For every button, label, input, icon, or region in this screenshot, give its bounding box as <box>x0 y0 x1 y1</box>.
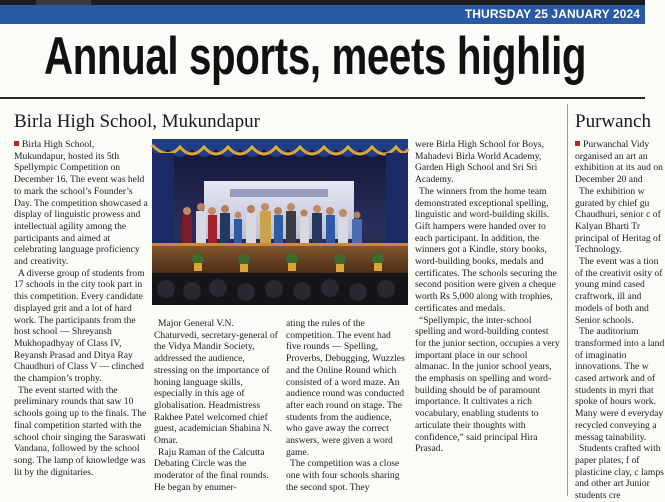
issue-date: THURSDAY 25 JANUARY 2024 <box>464 7 640 21</box>
paragraph-text: Birla High School, Mukundapur, hosted its 5th Spellympic Competition on December 16. The event was held to mark the school’s Founder’s Day. The competition showcased a display of linguistic prowess and intellectual agility among the participants and aimed at celebrating language proficiency and creativity. <box>14 139 148 268</box>
date-bar <box>0 5 645 24</box>
paragraph: The event was a tion of the creativit osity of young mind cased craftwork, ill and models of both and Senior schools. <box>575 256 663 326</box>
column-divider <box>567 104 568 496</box>
story-subhead-left: Birla High School, Mukundapur <box>14 111 260 132</box>
paragraph <box>575 139 665 186</box>
paragraph: The auditorium transformed into a land of imaginatio innovations. The w cased artwork and of students in myri that spoke of hours work. Many were d everyday recycled conveying a messag tainability. <box>575 326 665 443</box>
paragraph <box>14 139 148 268</box>
paragraph-text: Purwanchal Vidy organised an art an exhibition at its aud on December 20 and <box>575 139 663 186</box>
story-column-1 <box>14 139 148 478</box>
event-photo <box>152 139 408 305</box>
paragraph: The exhibition w gurated by chief gu Chaudhuri, senior c of Kalyan Bharti Tr principal of Heritag of Technology. <box>575 185 662 256</box>
paragraph: The competition was a close one with four schools sharing the second spot. They <box>286 458 400 493</box>
paragraph: The winners from the home team demonstrated exceptional spelling, linguistic and word-building skills. Gift hampers were handed over to each participant. In addition, the winners got a Kindle, story books, word-building books, medals and certificates. The schools securing the second position were given a cheque worth Rs 5,000 along with trophies, certificates and medals. <box>415 185 557 314</box>
paragraph: ating the rules of the competition. The event had five rounds — Spelling, Proverbs, Debugging, Wuzzles and the Online Round which consisted of a word maze. An audience round was conducted after each round on stage. The students from the audience, who gave away the correct answers, were given a word game. <box>286 318 405 458</box>
paragraph: were Birla High School for Boys, Mahadevi Birla World Academy, Garden High School and Sri Sri Academy. <box>415 139 544 186</box>
bullet-square-icon <box>575 141 580 146</box>
story-column-2 <box>154 318 278 494</box>
paragraph: “Spellympic, the inter-school spelling and word-building contest for the junior section, occupies a very important place in our school almanac. In the junior school years, the emphasis on spelling and word-building should be of paramount importance. It cultivates a rich vocabulary, enabling students to articulate their thoughts with confidence,” said principal Hira Prasad. <box>415 314 560 455</box>
bullet-square-icon <box>14 141 19 146</box>
paragraph: A diverse group of students from 17 schools in the city took part in this competition. Every candidate displayed grit and a lot of hard work. The participants from the host school — Shreyansh Mukhopadhyay of Class IV, Reyansh Prasad and Ditya Ray Chaudhuri of Class V — clinched the champion’s trophy. <box>14 267 145 385</box>
story-subhead-right: Purwanch <box>575 111 651 132</box>
paragraph: The event started with the preliminary rounds that saw 10 schools going up to the finals. The final competition started with the school choir singing the Saraswati Vandana, followed by the school song. The lamp of knowledge was lit by the dignitaries. <box>14 384 147 478</box>
stage-photo-illustration <box>152 139 408 305</box>
paragraph: Raju Raman of the Calcutta Debating Circle was the moderator of the final rounds. He began by enumer- <box>154 446 269 493</box>
story-column-3 <box>286 318 408 494</box>
headline-rule <box>0 97 645 99</box>
page-headline: Annual sports, meets highlig <box>44 27 587 86</box>
story-column-4 <box>415 139 560 455</box>
paragraph: Major General V.N. Chaturvedi, secretary-general of the Vidya Mandir Society, addressed the audience, stressing on the importance of honing language skills, especially in this age of globalisation. Headmistress Rakhee Patel welcomed chief guest, academician Shabina N. Omar. <box>154 318 278 447</box>
paragraph: Students crafted with paper plates, f of plasticine clay, c lamps and other art Junior students cre <box>575 443 664 502</box>
right-story-column <box>575 139 665 502</box>
